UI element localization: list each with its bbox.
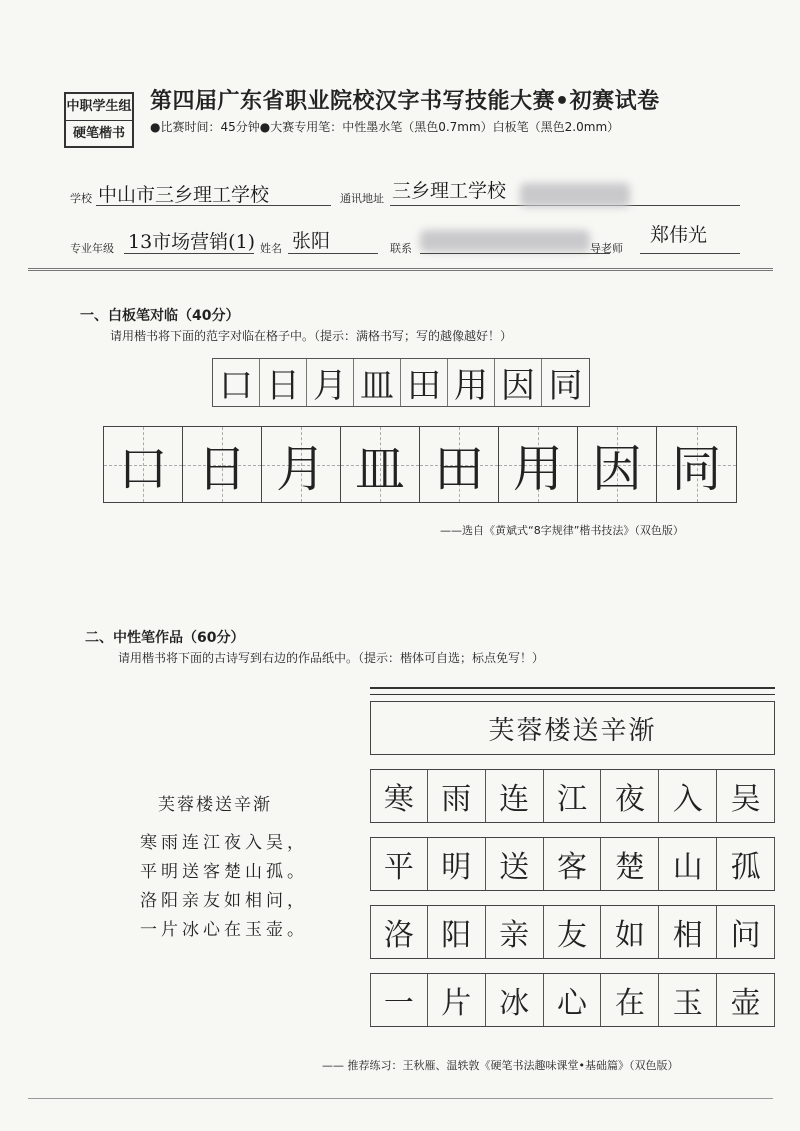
written-char: 日: [197, 439, 247, 498]
name-underline: [288, 253, 378, 254]
work-char: 玉: [659, 974, 717, 1026]
written-char: 用: [513, 439, 563, 498]
work-char: 江: [544, 770, 602, 822]
work-char: 心: [544, 974, 602, 1026]
work-char: 友: [544, 906, 602, 958]
address-value: 三乡理工学校: [392, 180, 507, 202]
poem-title: 芙蓉楼送辛渐: [158, 795, 272, 815]
major-underline: [124, 253, 254, 254]
poem-line: 平明送客楚山孤。: [140, 862, 308, 882]
practice-grid-row: [103, 426, 737, 503]
written-char: 因: [592, 439, 642, 498]
poem-line: 洛阳亲友如相问，: [140, 891, 308, 911]
work-char: 相: [659, 906, 717, 958]
work-paper: [370, 687, 775, 1027]
model-char: 田: [401, 359, 448, 406]
work-char: 连: [486, 770, 544, 822]
work-title: 芙蓉楼送辛渐: [370, 701, 775, 755]
poem-line: 一片冰心在玉壶。: [140, 920, 308, 940]
work-char: 问: [717, 906, 775, 958]
work-char: 山: [659, 838, 717, 890]
school-underline: [96, 205, 331, 206]
teacher-underline: [640, 253, 740, 254]
section1-source: ——选自《黄斌式“8字规律”楷书技法》（双色版）: [440, 524, 684, 537]
work-char: 壶: [717, 974, 775, 1026]
name-label: 姓名: [260, 242, 282, 255]
model-char: 用: [448, 359, 495, 406]
work-char: 冰: [486, 974, 544, 1026]
grid-cell: [183, 427, 262, 502]
work-paper-border: [370, 687, 775, 695]
written-char: 皿: [355, 439, 405, 498]
section2-instruction: 请用楷书将下面的古诗写到右边的作品纸中。（提示：楷体可自选；标点免写！）: [118, 651, 545, 665]
work-char: 平: [370, 838, 428, 890]
written-char: 同: [671, 439, 722, 498]
work-char: 吴: [717, 770, 775, 822]
model-char: 因: [495, 359, 542, 406]
bottom-rule: [28, 1098, 773, 1099]
work-char: 片: [428, 974, 486, 1026]
work-char: 在: [601, 974, 659, 1026]
work-row: [370, 837, 775, 891]
teacher-label: 导老师: [590, 242, 623, 255]
model-char: 日: [260, 359, 307, 406]
badge-category: 硬笔楷书: [72, 126, 125, 141]
work-row: [370, 769, 775, 823]
model-char-row: [212, 358, 590, 407]
section1-instruction: 请用楷书将下面的范字对临在格子中。（提示：满格书写；写的越像越好！）: [110, 329, 513, 343]
model-char: 月: [307, 359, 354, 406]
teacher-value: 郑伟光: [650, 224, 708, 246]
model-char: 口: [213, 359, 260, 406]
model-char: 皿: [354, 359, 401, 406]
grid-cell: [104, 427, 183, 502]
section2-heading: 二、中性笔作品（60分）: [85, 630, 245, 646]
work-char: 客: [544, 838, 602, 890]
grid-cell: [657, 427, 736, 502]
work-char: 夜: [601, 770, 659, 822]
major-value: 13市场营销(1): [128, 231, 256, 253]
page-subtitle: ●比赛时间：45分钟●大赛专用笔：中性墨水笔（黑色0.7mm）白板笔（黑色2.0mm）: [150, 120, 620, 134]
written-char: 口: [118, 439, 168, 498]
contact-underline: [420, 253, 610, 254]
major-label: 专业年级: [70, 242, 114, 255]
grid-cell: [499, 427, 578, 502]
work-char: 楚: [601, 838, 659, 890]
page-title: 第四届广东省职业院校汉字书写技能大赛•初赛试卷: [150, 89, 660, 114]
work-row: [370, 973, 775, 1027]
work-char: 阳: [428, 906, 486, 958]
grid-cell: [578, 427, 657, 502]
redacted-address: [520, 183, 630, 207]
work-char: 洛: [370, 906, 428, 958]
written-char: 田: [434, 439, 484, 498]
poem-text: [140, 790, 308, 945]
grid-cell: [420, 427, 499, 502]
grid-cell: [262, 427, 341, 502]
work-char: 亲: [486, 906, 544, 958]
work-char: 雨: [428, 770, 486, 822]
school-label: 学校: [70, 192, 92, 205]
grid-cell: [341, 427, 420, 502]
contact-label: 联系: [390, 242, 412, 255]
address-label: 通讯地址: [340, 192, 384, 205]
model-char: 同: [548, 366, 583, 406]
work-row: [370, 905, 775, 959]
work-char: 寒: [370, 770, 428, 822]
work-char: 明: [428, 838, 486, 890]
work-char: 送: [486, 838, 544, 890]
work-char: 孤: [717, 838, 775, 890]
header-divider: [28, 268, 773, 271]
badge-group: 中职学生组: [66, 94, 132, 121]
section1-heading: 一、白板笔对临（40分）: [80, 308, 240, 324]
redacted-contact: [420, 230, 590, 252]
name-value: 张阳: [292, 230, 331, 252]
written-char: 月: [276, 439, 326, 498]
work-char: 如: [601, 906, 659, 958]
work-char: 入: [659, 770, 717, 822]
section2-footer: —— 推荐练习：王秋雁、温轶敦《硬笔书法趣味课堂•基础篇》（双色版）: [322, 1059, 679, 1072]
work-char: 一: [370, 974, 428, 1026]
poem-line: 寒雨连江夜入吴，: [140, 833, 308, 853]
group-badge: [64, 92, 134, 148]
school-value: 中山市三乡理工学校: [98, 184, 270, 206]
